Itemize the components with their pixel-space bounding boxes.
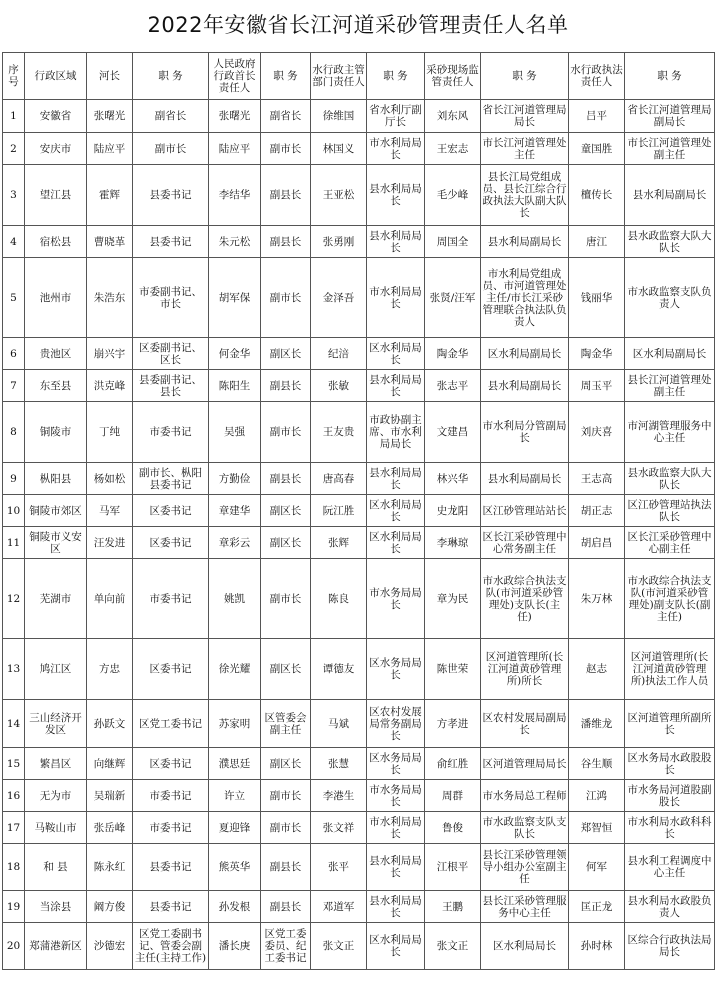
table-cell: 县水利局水政股负责人 xyxy=(625,891,715,923)
table-row xyxy=(3,338,715,370)
table-cell: 17 xyxy=(3,812,25,844)
table-cell: 周群 xyxy=(425,780,481,812)
table-cell: 县水利局局长 xyxy=(367,370,425,402)
table-cell: 县委书记 xyxy=(133,891,209,923)
table-cell: 县水利局局长 xyxy=(367,165,425,226)
table-row xyxy=(3,812,715,844)
header-cell: 职 务 xyxy=(625,53,715,100)
table-cell: 王友贵 xyxy=(311,402,367,463)
table-cell: 朱浩东 xyxy=(87,258,133,338)
table-row xyxy=(3,700,715,748)
table-row xyxy=(3,748,715,780)
table-cell: 邓道军 xyxy=(311,891,367,923)
table-cell: 马斌 xyxy=(311,700,367,748)
table-cell: 鸠江区 xyxy=(25,639,87,700)
table-cell: 张岳峰 xyxy=(87,812,133,844)
table-cell: 张勇刚 xyxy=(311,226,367,258)
header-cell: 采砂现场监管责任人 xyxy=(425,53,481,100)
table-cell: 7 xyxy=(3,370,25,402)
table-cell: 副市长 xyxy=(133,133,209,165)
header-cell: 水行政执法责任人 xyxy=(569,53,625,100)
table-cell: 单向前 xyxy=(87,559,133,639)
table-cell: 15 xyxy=(3,748,25,780)
table-cell: 区管委会副主任 xyxy=(261,700,311,748)
table-cell: 童国胜 xyxy=(569,133,625,165)
table-cell: 县水政监察大队大队长 xyxy=(625,226,715,258)
table-cell: 副市长 xyxy=(261,402,311,463)
table-cell: 副省长 xyxy=(133,100,209,133)
table-cell: 区水利局局长 xyxy=(367,923,425,970)
table-cell: 濮思廷 xyxy=(209,748,261,780)
table-cell: 市委书记 xyxy=(133,812,209,844)
table-cell: 副区长 xyxy=(261,639,311,700)
table-row xyxy=(3,100,715,133)
table-cell: 6 xyxy=(3,338,25,370)
table-cell: 区委副书记、区长 xyxy=(133,338,209,370)
table-cell: 马军 xyxy=(87,495,133,527)
table-cell: 区委书记 xyxy=(133,639,209,700)
table-cell: 区委书记 xyxy=(133,527,209,559)
table-cell: 副区长 xyxy=(261,527,311,559)
table-cell: 胡启昌 xyxy=(569,527,625,559)
table-cell: 18 xyxy=(3,844,25,891)
table-cell: 13 xyxy=(3,639,25,700)
table-header-row xyxy=(3,53,715,100)
table-cell: 县水利局局长 xyxy=(367,463,425,495)
table-cell: 副县长 xyxy=(261,891,311,923)
table-cell: 副区长 xyxy=(261,495,311,527)
table-cell: 市委书记 xyxy=(133,559,209,639)
table-cell: 王鹏 xyxy=(425,891,481,923)
table-cell: 无为市 xyxy=(25,780,87,812)
table-cell: 3 xyxy=(3,165,25,226)
table-cell: 市长江河道管理处主任 xyxy=(481,133,569,165)
table-cell: 张慧 xyxy=(311,748,367,780)
document-title: 2022年安徽省长江河道采砂管理责任人名单 xyxy=(147,13,569,37)
table-cell: 毛少峰 xyxy=(425,165,481,226)
table-cell: 16 xyxy=(3,780,25,812)
table-cell: 安徽省 xyxy=(25,100,87,133)
table-cell: 市水务局河道股副股长 xyxy=(625,780,715,812)
table-body xyxy=(3,100,715,970)
table-row xyxy=(3,891,715,923)
table-cell: 苏家明 xyxy=(209,700,261,748)
table-cell: 张曙光 xyxy=(209,100,261,133)
table-cell: 市政协副主席、市水利局局长 xyxy=(367,402,425,463)
table-cell: 孙时林 xyxy=(569,923,625,970)
table-cell: 副市长 xyxy=(261,812,311,844)
table-cell: 林国义 xyxy=(311,133,367,165)
table-cell: 市委书记 xyxy=(133,780,209,812)
table-cell: 县委副书记、县长 xyxy=(133,370,209,402)
table-cell: 区河道管理局局长 xyxy=(481,748,569,780)
table-cell: 区长江采砂管理中心副主任 xyxy=(625,527,715,559)
table-cell: 何军 xyxy=(569,844,625,891)
table-cell: 19 xyxy=(3,891,25,923)
table-cell: 4 xyxy=(3,226,25,258)
table-cell: 陈良 xyxy=(311,559,367,639)
table-cell: 潘长庚 xyxy=(209,923,261,970)
header-cell: 河长 xyxy=(87,53,133,100)
table-cell: 吴强 xyxy=(209,402,261,463)
table-cell: 县水利局副局长 xyxy=(481,463,569,495)
table-cell: 副省长 xyxy=(261,100,311,133)
table-row xyxy=(3,844,715,891)
table-cell: 区水利局局长 xyxy=(367,527,425,559)
table-cell: 区水务局局长 xyxy=(367,748,425,780)
table-row xyxy=(3,527,715,559)
table-cell: 8 xyxy=(3,402,25,463)
table-cell: 市水政监察支队负责人 xyxy=(625,258,715,338)
table-cell: 俞红胜 xyxy=(425,748,481,780)
table-cell: 11 xyxy=(3,527,25,559)
table-cell: 张文祥 xyxy=(311,812,367,844)
table-cell: 江鸿 xyxy=(569,780,625,812)
table-cell: 三山经济开发区 xyxy=(25,700,87,748)
table-cell: 铜陵市 xyxy=(25,402,87,463)
header-cell: 职 务 xyxy=(367,53,425,100)
table-cell: 曹晓革 xyxy=(87,226,133,258)
table-cell: 张曙光 xyxy=(87,100,133,133)
table-cell: 县水利工程调度中心主任 xyxy=(625,844,715,891)
table-cell: 1 xyxy=(3,100,25,133)
header-cell: 水行政主管部门责任人 xyxy=(311,53,367,100)
table-cell: 县长江采砂管理领导小组办公室副主任 xyxy=(481,844,569,891)
table-cell: 区水利局局长 xyxy=(367,338,425,370)
table-cell: 14 xyxy=(3,700,25,748)
table-cell: 区党工委副书记、管委会副主任(主持工作) xyxy=(133,923,209,970)
table-cell: 张贤/汪军 xyxy=(425,258,481,338)
table-cell: 孙跃文 xyxy=(87,700,133,748)
table-cell: 省长江河道管理局副局长 xyxy=(625,100,715,133)
table-row xyxy=(3,463,715,495)
table-row xyxy=(3,495,715,527)
table-cell: 区农村发展局副局长 xyxy=(481,700,569,748)
table-cell: 张敏 xyxy=(311,370,367,402)
table-cell: 副县长 xyxy=(261,844,311,891)
header-cell: 行政区域 xyxy=(25,53,87,100)
table-cell: 周玉平 xyxy=(569,370,625,402)
table-cell: 枞阳县 xyxy=(25,463,87,495)
table-cell: 张辉 xyxy=(311,527,367,559)
header-cell: 职 务 xyxy=(481,53,569,100)
table-cell: 史龙阳 xyxy=(425,495,481,527)
table-cell: 徐光耀 xyxy=(209,639,261,700)
table-cell: 潘维龙 xyxy=(569,700,625,748)
table-cell: 霍辉 xyxy=(87,165,133,226)
table-cell: 区水利局局长 xyxy=(481,923,569,970)
header-cell: 职 务 xyxy=(133,53,209,100)
table-cell: 县委书记 xyxy=(133,226,209,258)
table-cell: 李琳琼 xyxy=(425,527,481,559)
table-cell: 汪发进 xyxy=(87,527,133,559)
table-cell: 副市长、枞阳县委书记 xyxy=(133,463,209,495)
table-cell: 吕平 xyxy=(569,100,625,133)
table-cell: 县长江河道管理处副主任 xyxy=(625,370,715,402)
table-row xyxy=(3,402,715,463)
table-cell: 赵志 xyxy=(569,639,625,700)
table-cell: 方忠 xyxy=(87,639,133,700)
table-cell: 芜湖市 xyxy=(25,559,87,639)
table-cell: 市委副书记、市长 xyxy=(133,258,209,338)
table-cell: 周国全 xyxy=(425,226,481,258)
table-cell: 熊英华 xyxy=(209,844,261,891)
table-cell: 丁纯 xyxy=(87,402,133,463)
table-cell: 宿松县 xyxy=(25,226,87,258)
table-cell: 县水利局副局长 xyxy=(481,226,569,258)
table-cell: 何金华 xyxy=(209,338,261,370)
table-cell: 方勤俭 xyxy=(209,463,261,495)
table-cell: 郑蒲港新区 xyxy=(25,923,87,970)
table-cell: 张文正 xyxy=(425,923,481,970)
table-cell: 市水利局水政科科长 xyxy=(625,812,715,844)
header-cell: 人民政府行政首长责任人 xyxy=(209,53,261,100)
table-cell: 区江砂管理站站长 xyxy=(481,495,569,527)
table-cell: 区河道管理所(长江河道黄砂管理所)所长 xyxy=(481,639,569,700)
table-cell: 张文正 xyxy=(311,923,367,970)
table-cell: 匡正龙 xyxy=(569,891,625,923)
table-cell: 夏迎锋 xyxy=(209,812,261,844)
table-cell: 副县长 xyxy=(261,226,311,258)
table-cell: 繁昌区 xyxy=(25,748,87,780)
table-cell: 贵池区 xyxy=(25,338,87,370)
table-cell: 阚方俊 xyxy=(87,891,133,923)
table-cell: 纪涪 xyxy=(311,338,367,370)
table-cell: 县水政监察大队大队长 xyxy=(625,463,715,495)
table-row xyxy=(3,226,715,258)
table-cell: 安庆市 xyxy=(25,133,87,165)
table-cell: 区水务局局长 xyxy=(367,639,425,700)
header-cell: 序号 xyxy=(3,53,25,100)
table-row xyxy=(3,370,715,402)
table-cell: 副市长 xyxy=(261,780,311,812)
table-cell: 区长江采砂管理中心常务副主任 xyxy=(481,527,569,559)
table-cell: 和 县 xyxy=(25,844,87,891)
table-cell: 林兴华 xyxy=(425,463,481,495)
table-cell: 王宏志 xyxy=(425,133,481,165)
table-cell: 副区长 xyxy=(261,748,311,780)
table-cell: 副区长 xyxy=(261,338,311,370)
table-cell: 陈世荣 xyxy=(425,639,481,700)
table-cell: 市水政监察支队支队长 xyxy=(481,812,569,844)
table-cell: 胡军保 xyxy=(209,258,261,338)
table-cell: 12 xyxy=(3,559,25,639)
table-cell: 区综合行政执法局局长 xyxy=(625,923,715,970)
table-cell: 阮江胜 xyxy=(311,495,367,527)
table-cell: 陆应平 xyxy=(209,133,261,165)
table-cell: 市水务局局长 xyxy=(367,559,425,639)
table-cell: 金泽吾 xyxy=(311,258,367,338)
table-cell: 市水务局总工程师 xyxy=(481,780,569,812)
table-cell: 市水利局局长 xyxy=(367,812,425,844)
table-cell: 2 xyxy=(3,133,25,165)
table-row xyxy=(3,258,715,338)
table-row xyxy=(3,639,715,700)
table-cell: 朱万林 xyxy=(569,559,625,639)
responsibility-table xyxy=(2,52,715,970)
table-cell: 江根平 xyxy=(425,844,481,891)
table-cell: 市水政综合执法支队(市河道采砂管理处)副支队长(副主任) xyxy=(625,559,715,639)
table-cell: 区河道管理所副所长 xyxy=(625,700,715,748)
table-cell: 郑智恒 xyxy=(569,812,625,844)
table-cell: 县长江局党组成员、县长江综合行政执法大队副大队长 xyxy=(481,165,569,226)
table-cell: 副县长 xyxy=(261,370,311,402)
table-cell: 杨如松 xyxy=(87,463,133,495)
table-cell: 王亚松 xyxy=(311,165,367,226)
table-cell: 市水政综合执法支队(市河道采砂管理处)支队长(主任) xyxy=(481,559,569,639)
table-cell: 东至县 xyxy=(25,370,87,402)
table-cell: 当涂县 xyxy=(25,891,87,923)
table-cell: 望江县 xyxy=(25,165,87,226)
table-cell: 张志平 xyxy=(425,370,481,402)
table-cell: 副市长 xyxy=(261,559,311,639)
table-cell: 刘东风 xyxy=(425,100,481,133)
table-cell: 市委书记 xyxy=(133,402,209,463)
table-cell: 方孝进 xyxy=(425,700,481,748)
table-cell: 王志高 xyxy=(569,463,625,495)
table-cell: 唐高春 xyxy=(311,463,367,495)
table-cell: 区农村发展局常务副局长 xyxy=(367,700,425,748)
table-cell: 李结华 xyxy=(209,165,261,226)
table-cell: 县水利局副局长 xyxy=(625,165,715,226)
table-row xyxy=(3,780,715,812)
table-cell: 副县长 xyxy=(261,463,311,495)
table-cell: 向继辉 xyxy=(87,748,133,780)
table-row xyxy=(3,165,715,226)
table-cell: 9 xyxy=(3,463,25,495)
table-cell: 区委书记 xyxy=(133,495,209,527)
table-cell: 孙发根 xyxy=(209,891,261,923)
table-cell: 文建昌 xyxy=(425,402,481,463)
table-cell: 副县长 xyxy=(261,165,311,226)
table-cell: 市河湖管理服务中心主任 xyxy=(625,402,715,463)
table-cell: 区水利局副局长 xyxy=(481,338,569,370)
table-cell: 县水利局副局长 xyxy=(481,370,569,402)
table-cell: 崩兴宇 xyxy=(87,338,133,370)
table-cell: 区水务局水政股股长 xyxy=(625,748,715,780)
table-cell: 副市长 xyxy=(261,133,311,165)
table-cell: 县水利局局长 xyxy=(367,844,425,891)
table-cell: 县水利局局长 xyxy=(367,891,425,923)
table-cell: 省水利厅副厅长 xyxy=(367,100,425,133)
table-cell: 县水利局局长 xyxy=(367,226,425,258)
table-cell: 县委书记 xyxy=(133,165,209,226)
table-cell: 区河道管理所(长江河道黄砂管理所)执法工作人员 xyxy=(625,639,715,700)
table-row xyxy=(3,923,715,970)
table-cell: 谷生顺 xyxy=(569,748,625,780)
table-cell: 区水利局副局长 xyxy=(625,338,715,370)
table-cell: 朱元松 xyxy=(209,226,261,258)
table-row xyxy=(3,559,715,639)
table-cell: 谭德友 xyxy=(311,639,367,700)
table-cell: 李港生 xyxy=(311,780,367,812)
table-cell: 吴瑞新 xyxy=(87,780,133,812)
table-cell: 章建华 xyxy=(209,495,261,527)
table-cell: 钱丽华 xyxy=(569,258,625,338)
table-cell: 20 xyxy=(3,923,25,970)
table-cell: 市水务局局长 xyxy=(367,780,425,812)
table-cell: 区党工委书记 xyxy=(133,700,209,748)
table-cell: 区水利局局长 xyxy=(367,495,425,527)
table-cell: 张平 xyxy=(311,844,367,891)
table-cell: 区委书记 xyxy=(133,748,209,780)
table-cell: 章为民 xyxy=(425,559,481,639)
table-cell: 市水利局局长 xyxy=(367,133,425,165)
table-cell: 池州市 xyxy=(25,258,87,338)
table-cell: 鲁俊 xyxy=(425,812,481,844)
table-cell: 县委书记 xyxy=(133,844,209,891)
table-cell: 铜陵市郊区 xyxy=(25,495,87,527)
table-cell: 市水利局局长 xyxy=(367,258,425,338)
table-cell: 章彩云 xyxy=(209,527,261,559)
table-cell: 许立 xyxy=(209,780,261,812)
table-cell: 沙德宏 xyxy=(87,923,133,970)
table-cell: 唐江 xyxy=(569,226,625,258)
table-cell: 徐维国 xyxy=(311,100,367,133)
table-cell: 陶金华 xyxy=(569,338,625,370)
table-cell: 姚凯 xyxy=(209,559,261,639)
table-cell: 刘庆喜 xyxy=(569,402,625,463)
table-row xyxy=(3,133,715,165)
table-cell: 檀传长 xyxy=(569,165,625,226)
table-cell: 陶金华 xyxy=(425,338,481,370)
table-cell: 陆应平 xyxy=(87,133,133,165)
table-cell: 区党工委委员、纪工委书记 xyxy=(261,923,311,970)
table-cell: 市水利局分管副局长 xyxy=(481,402,569,463)
table-cell: 市水利局党组成员、市河道管理处主任/市长江采砂管理联合执法队负责人 xyxy=(481,258,569,338)
table-cell: 铜陵市义安区 xyxy=(25,527,87,559)
table-cell: 陈阳生 xyxy=(209,370,261,402)
table-cell: 县长江采砂管理服务中心主任 xyxy=(481,891,569,923)
table-cell: 10 xyxy=(3,495,25,527)
table-cell: 省长江河道管理局局长 xyxy=(481,100,569,133)
table-cell: 市长江河道管理处副主任 xyxy=(625,133,715,165)
table-cell: 副市长 xyxy=(261,258,311,338)
table-cell: 洪克峰 xyxy=(87,370,133,402)
table-cell: 马鞍山市 xyxy=(25,812,87,844)
header-cell: 职 务 xyxy=(261,53,311,100)
table-cell: 5 xyxy=(3,258,25,338)
table-cell: 胡正志 xyxy=(569,495,625,527)
table-cell: 陈永红 xyxy=(87,844,133,891)
table-cell: 区江砂管理站执法队长 xyxy=(625,495,715,527)
